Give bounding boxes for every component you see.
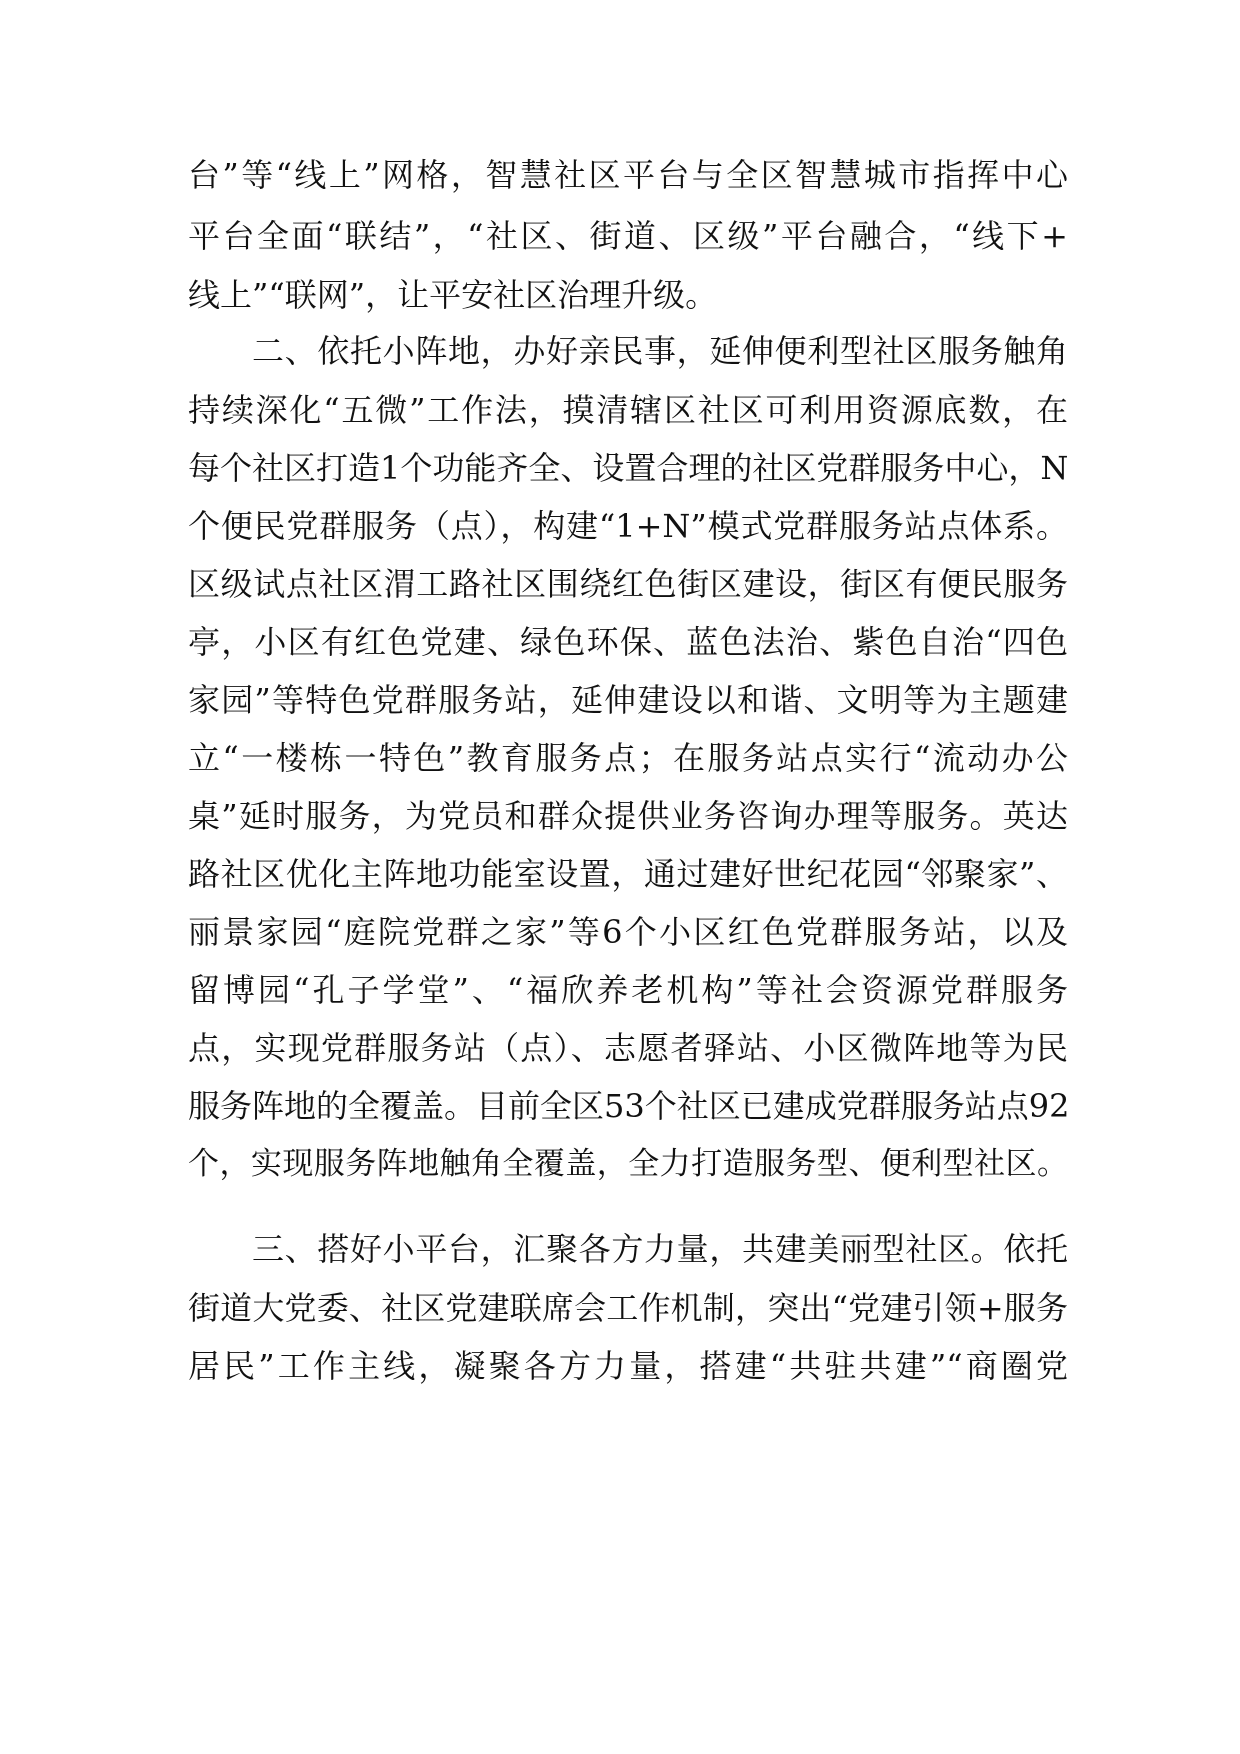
- text-line-3: 线上”“联网”，让平安社区治理升级。: [188, 276, 718, 314]
- text-line-9: 亭，小区有红色党建、绿色环保、蓝色法治、紫色自治“四色: [188, 623, 1068, 661]
- text-line-11: 立“一楼栋一特色”教育服务点；在服务站点实行“流动办公: [188, 739, 1068, 777]
- text-line-1: 台”等“线上”网格，智慧社区平台与全区智慧城市指挥中心: [188, 156, 1068, 194]
- text-line-2: 平台全面“联结”，“社区、街道、区级”平台融合，“线下+: [188, 217, 1068, 255]
- section-heading-2: 二、依托小阵地，办好亲民事，延伸便利型社区服务触角: [252, 332, 1068, 370]
- text-line-14: 丽景家园“庭院党群之家”等6个小区红色党群服务站，以及: [188, 913, 1068, 951]
- text-line-7: 个便民党群服务（点），构建“1+N”模式党群服务站点体系。: [188, 507, 1068, 545]
- text-line-16: 点，实现党群服务站（点）、志愿者驿站、小区微阵地等为民: [188, 1029, 1068, 1067]
- text-line-15: 留博园“孔子学堂”、“福欣养老机构”等社会资源党群服务: [188, 971, 1068, 1009]
- text-line-12: 桌”延时服务，为党员和群众提供业务咨询办理等服务。英达: [188, 797, 1068, 835]
- text-line-18: 个，实现服务阵地触角全覆盖，全力打造服务型、便利型社区。: [188, 1146, 1068, 1182]
- text-line-10: 家园”等特色党群服务站，延伸建设以和谐、文明等为主题建: [188, 681, 1068, 719]
- text-line-6: 每个社区打造1个功能齐全、设置合理的社区党群服务中心，N: [188, 449, 1069, 487]
- section-heading-3: 三、搭好小平台，汇聚各方力量，共建美丽型社区。依托: [252, 1230, 1068, 1268]
- text-line-5: 持续深化“五微”工作法，摸清辖区社区可利用资源底数，在: [188, 391, 1068, 429]
- text-line-17: 服务阵地的全覆盖。目前全区53个社区已建成党群服务站点92: [188, 1087, 1070, 1125]
- text-line-8: 区级试点社区渭工路社区围绕红色街区建设，街区有便民服务: [188, 565, 1068, 603]
- text-line-13: 路社区优化主阵地功能室设置，通过建好世纪花园“邻聚家”、: [188, 855, 1068, 893]
- text-line-21: 居民”工作主线，凝聚各方力量，搭建“共驻共建”“商圈党: [188, 1347, 1068, 1385]
- text-line-20: 街道大党委、社区党建联席会工作机制，突出“党建引领+服务: [188, 1289, 1068, 1327]
